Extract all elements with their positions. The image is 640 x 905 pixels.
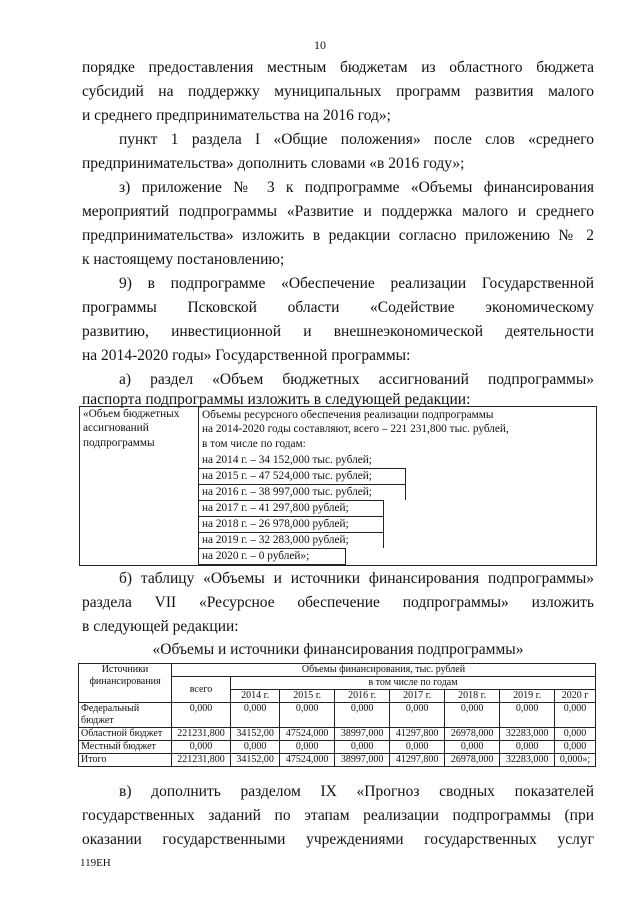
cell: 0,000 — [445, 741, 500, 754]
col-total-header: всего — [172, 677, 231, 703]
cell: 0,000 — [231, 703, 280, 728]
year-header: 2019 г. — [500, 690, 555, 703]
text-line: порядке предоставления местным бюджетам из областного бюджета — [82, 59, 594, 76]
cell: 32283,000 — [500, 728, 555, 741]
cell: 32283,000 — [500, 754, 555, 767]
cell: 41297,800 — [390, 754, 445, 767]
row-label: Федеральный бюджет — [79, 703, 172, 728]
cell: 0,000 — [280, 741, 335, 754]
text-line: субсидий на поддержку муниципальных программ развития малого — [82, 83, 594, 100]
text-line: з) приложение № 3 к подпрограмме «Объемы финансирования — [119, 179, 594, 196]
passport-year-line: на 2015 г. – 47 524,000 тыс. рублей; — [199, 468, 406, 484]
text-line: оказании государственными учреждениями государственных услуг — [82, 831, 594, 848]
text-line: раздела VII «Ресурсное обеспечение подпрограммы» изложить — [82, 594, 594, 611]
text-line: 9) в подпрограмме «Обеспечение реализации Государственной — [119, 275, 594, 292]
cell: 0,000 — [555, 728, 596, 741]
passport-label-line: ассигнований — [83, 422, 149, 435]
passport-year-line: на 2019 г. – 32 283,000 рублей; — [199, 532, 384, 548]
passport-label-cell — [80, 407, 199, 566]
passport-head-line: Объемы ресурсного обеспечения реализации подпрограммы — [202, 409, 494, 421]
text-line: и среднего предпринимательства на 2016 год»; — [82, 107, 391, 124]
cell: 47524,000 — [280, 728, 335, 741]
cell: 0,000 — [555, 703, 596, 728]
passport-year-line: на 2020 г. – 0 рублей»; — [199, 548, 346, 565]
cell: 38997,000 — [335, 754, 390, 767]
passport-table — [79, 406, 597, 566]
cell: 34152,00 — [231, 754, 280, 767]
cell: 0,000 — [445, 703, 500, 728]
passport-label-line: подпрограммы — [83, 436, 155, 449]
passport-head-line: в том числе по годам: — [202, 437, 306, 450]
cell: 0,000»; — [555, 754, 596, 767]
cell: 0,000 — [390, 703, 445, 728]
year-header: 2017 г. — [390, 690, 445, 703]
col-group-header: Объемы финансирования, тыс. рублей — [172, 664, 596, 677]
row-label: Местный бюджет — [79, 741, 172, 754]
year-header: 2020 г — [555, 690, 596, 703]
cell: 0,000 — [172, 741, 231, 754]
cell: 38997,000 — [335, 728, 390, 741]
passport-year-line: на 2018 г. – 26 978,000 рублей; — [199, 516, 384, 532]
passport-year-line: на 2014 г. – 34 152,000 тыс. рублей; — [202, 454, 372, 467]
cell: 221231,800 — [172, 754, 231, 767]
row-label: Областной бюджет — [79, 728, 172, 741]
year-header: 2016 г. — [335, 690, 390, 703]
col-incl-header: в том числе по годам — [231, 677, 596, 690]
table-title: «Объемы и источники финансирования подпрограммы» — [152, 641, 524, 658]
table-row — [79, 754, 596, 767]
financing-table — [78, 663, 596, 767]
cell: 0,000 — [500, 741, 555, 754]
cell: 26978,000 — [445, 728, 500, 741]
cell: 26978,000 — [445, 754, 500, 767]
passport-year-line: на 2017 г. – 41 297,800 рублей; — [199, 500, 384, 516]
text-line: на 2014-2020 годы» Государственной программы: — [82, 347, 411, 364]
text-line: развитию, инвестиционной и внешнеэкономической деятельности — [82, 323, 594, 340]
text-line: к настоящему постановлению; — [82, 251, 285, 268]
passport-head-line: на 2014-2020 годы составляют, всего – 221 231,800 тыс. рублей, — [202, 423, 509, 436]
cell: 0,000 — [172, 703, 231, 728]
text-line: предпринимательства» дополнить словами «в 2016 году»; — [82, 155, 465, 172]
year-header: 2018 г. — [445, 690, 500, 703]
table-row — [79, 728, 596, 741]
text-line: паспорта подпрограммы изложить в следующей редакции: — [82, 391, 471, 408]
cell: 41297,800 — [390, 728, 445, 741]
cell: 0,000 — [555, 741, 596, 754]
table-row — [79, 741, 596, 754]
cell: 34152,00 — [231, 728, 280, 741]
text-line: а) раздел «Объем бюджетных ассигнований подпрограммы» — [119, 371, 594, 388]
cell: 0,000 — [500, 703, 555, 728]
year-header: 2014 г. — [231, 690, 280, 703]
year-header: 2015 г. — [280, 690, 335, 703]
cell: 0,000 — [390, 741, 445, 754]
cell: 0,000 — [335, 703, 390, 728]
table-row — [79, 703, 596, 728]
text-line: государственных заданий по этапам реализации подпрограммы (при — [82, 807, 594, 824]
passport-year-line: на 2016 г. – 38 997,000 тыс. рублей; — [199, 484, 406, 500]
text-line: мероприятий подпрограммы «Развитие и поддержка малого и среднего — [82, 203, 594, 220]
text-line: в) дополнить разделом IX «Прогноз сводных показателей — [119, 783, 594, 800]
page-number: 10 — [314, 38, 326, 52]
cell: 221231,800 — [172, 728, 231, 741]
text-line: пункт 1 раздела I «Общие положения» после слов «среднего — [119, 131, 594, 148]
cell: 47524,000 — [280, 754, 335, 767]
cell: 0,000 — [335, 741, 390, 754]
cell: 0,000 — [231, 741, 280, 754]
text-line: предпринимательства» изложить в редакции согласно приложению № 2 — [82, 227, 594, 244]
passport-label-line: «Объем бюджетных — [83, 408, 180, 420]
cell: 0,000 — [280, 703, 335, 728]
row-label: Итого — [79, 754, 172, 767]
text-line: в следующей редакции: — [82, 618, 239, 635]
passport-value-cell — [199, 407, 597, 566]
text-line: б) таблицу «Объемы и источники финансирования подпрограммы» — [119, 570, 594, 587]
col-source-header: Источники финансирования — [79, 664, 172, 703]
text-line: программы Псковской области «Содействие экономическому — [82, 299, 594, 316]
footer-code: 119ЕН — [80, 857, 111, 869]
